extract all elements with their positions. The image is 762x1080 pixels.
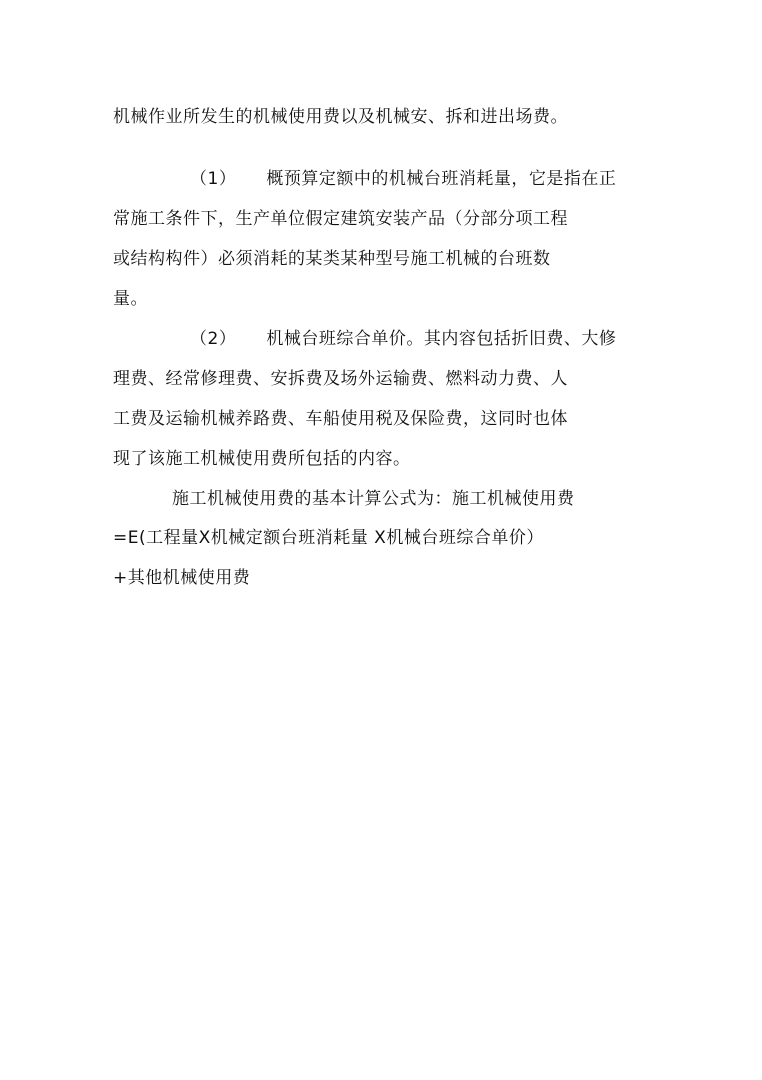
item-number: （2） [190,329,237,349]
text-line: 概预算定额中的机械台班消耗量，它是指在正 [266,169,617,189]
text-line: 量。 [113,289,148,309]
formula-line: +其他机械使用费 [113,568,251,588]
text-line: 常施工条件下，生产单位假定建筑安装产品（分部分项工程 [113,209,568,229]
numbered-paragraph-1-first-line [190,168,616,190]
text-line: 现了该施工机械使用费所包括的内容。 [113,449,411,469]
text-line: 机械作业所发生的机械使用费以及机械安、拆和进出场费。 [113,107,568,127]
text-line: 施工机械使用费的基本计算公式为：施工机械使用费 [172,489,575,509]
text-line: 工费及运输机械养路费、车船使用税及保险费，这同时也体 [113,409,568,429]
item-number: （1） [190,169,237,189]
formula-line: =E(工程量X机械定额台班消耗量 X机械台班综合单价） [113,528,544,548]
text-line: 理费、经常修理费、安拆费及场外运输费、燃料动力费、人 [113,369,568,389]
text-line: 机械台班综合单价。其内容包括折旧费、大修 [266,329,617,349]
text-line: 或结构构件）必须消耗的某类某种型号施工机械的台班数 [113,249,551,269]
numbered-paragraph-2-first-line [190,328,616,350]
